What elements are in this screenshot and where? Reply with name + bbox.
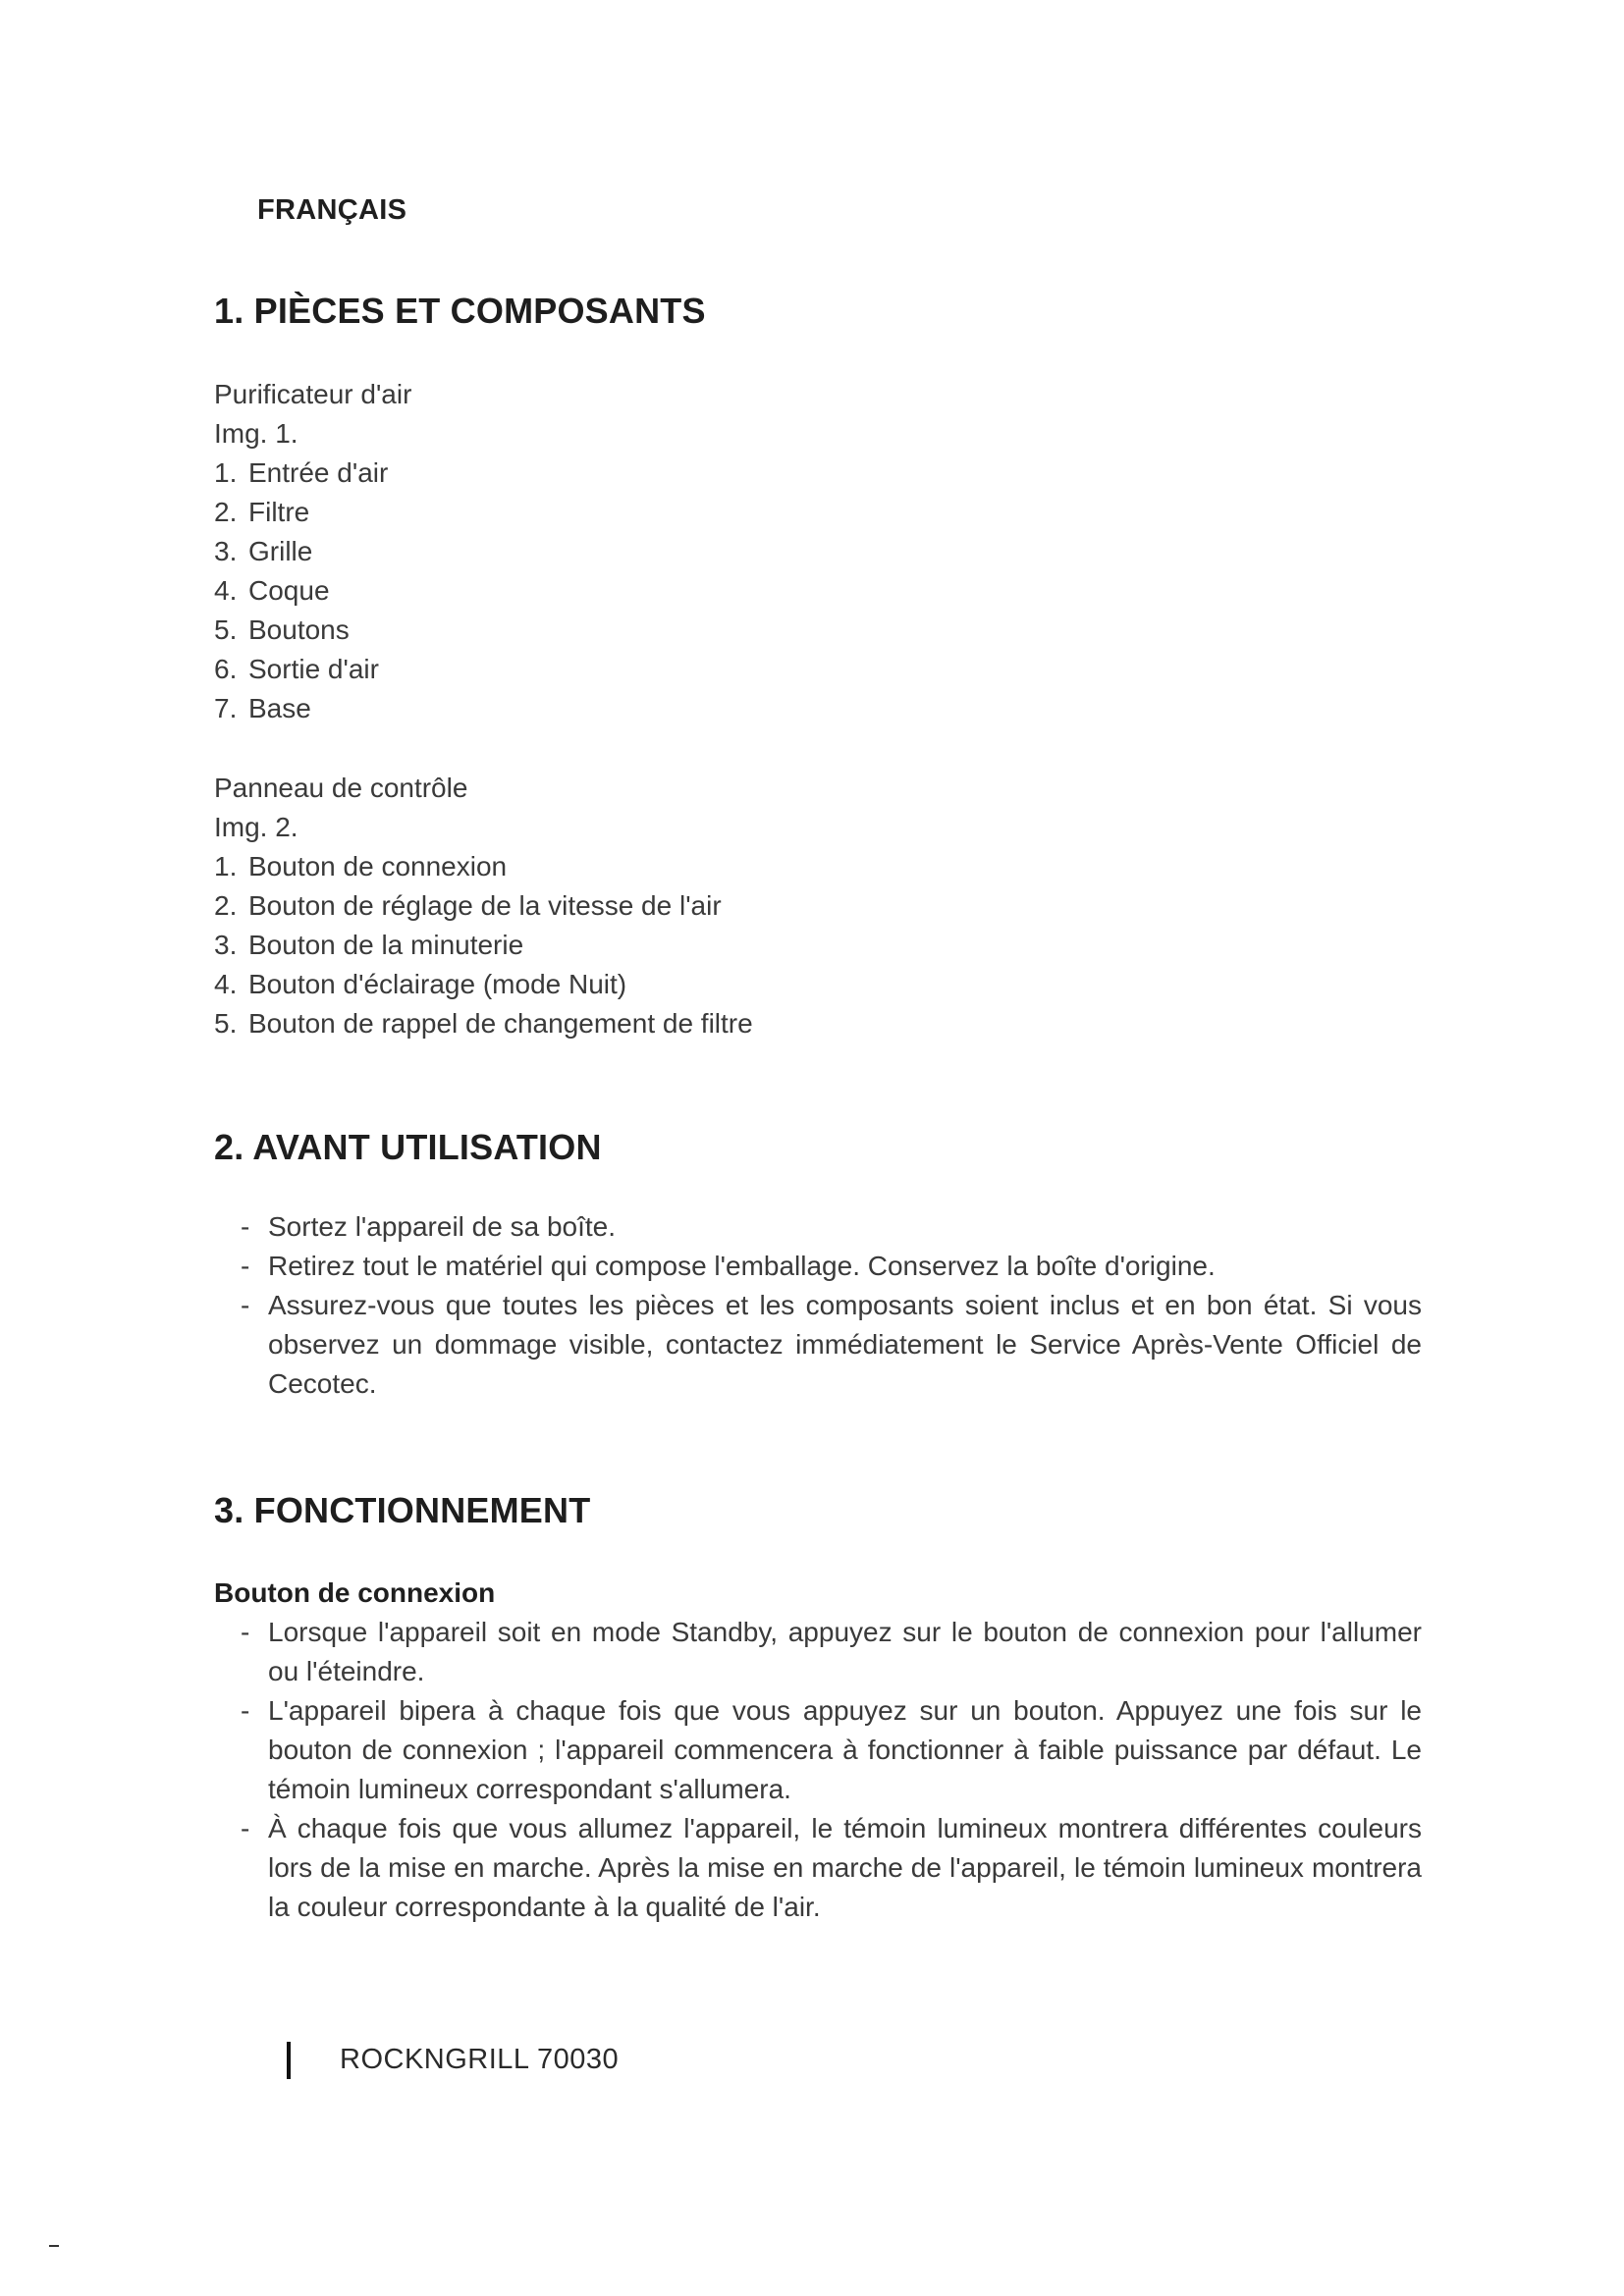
list-item [214, 493, 1422, 532]
group-title: Purificateur d'air [214, 379, 412, 409]
parts-list [214, 454, 1422, 728]
before-use-list [214, 1207, 1422, 1404]
list-item [214, 1004, 1422, 1043]
list-item [214, 1286, 1422, 1404]
list-item [214, 571, 1422, 611]
list-item [214, 454, 1422, 493]
item-number: 3. [214, 930, 238, 960]
list-item [214, 1613, 1422, 1691]
item-label: Grille [248, 536, 313, 566]
item-label: Bouton d'éclairage (mode Nuit) [248, 969, 627, 999]
group-title: Panneau de contrôle [214, 773, 468, 803]
list-item [214, 847, 1422, 886]
parts-group-control-panel [214, 769, 1422, 1043]
image-reference: Img. 1. [214, 418, 298, 449]
list-item [214, 886, 1422, 926]
image-reference: Img. 2. [214, 812, 298, 842]
item-number: 1. [214, 457, 238, 488]
list-item [214, 926, 1422, 965]
item-label: Entrée d'air [248, 457, 389, 488]
parts-group-air-purifier [214, 375, 1422, 728]
section-title-before-use: 2. AVANT UTILISATION [214, 1127, 602, 1167]
item-text: Lorsque l'appareil soit en mode Standby, appuyez sur le bouton de connexion pour l'allumer ou l'éteindre. [268, 1617, 1422, 1686]
instruction-list [214, 1613, 1422, 1927]
list-item [214, 650, 1422, 689]
item-number: 1. [214, 851, 238, 881]
item-number: 6. [214, 654, 238, 684]
footer-model: ROCKNGRILL 70030 [340, 2044, 620, 2075]
item-number: 5. [214, 614, 238, 645]
item-label: Filtre [248, 497, 310, 527]
item-text: Sortez l'appareil de sa boîte. [268, 1211, 617, 1242]
bullet-dash: - [241, 1695, 250, 1726]
parts-list [214, 847, 1422, 1043]
item-label: Boutons [248, 614, 350, 645]
item-label: Bouton de rappel de changement de filtre [248, 1008, 753, 1039]
item-text: À chaque fois que vous allumez l'appareil, le témoin lumineux montrera différentes couleurs lors de la mise en marche. Après la mise en marche de l'appareil, le témoin lumineux montrera la couleur correspondante à la qualité de l'air. [268, 1813, 1422, 1922]
item-text: Retirez tout le matériel qui compose l'emballage. Conservez la boîte d'origine. [268, 1251, 1216, 1281]
subheading-power-button: Bouton de connexion [214, 1577, 496, 1608]
bullet-dash: - [241, 1251, 250, 1281]
section-title-operation: 3. FONCTIONNEMENT [214, 1490, 591, 1530]
list-item [214, 1207, 1422, 1247]
item-text: L'appareil bipera à chaque fois que vous appuyez sur un bouton. Appuyez une fois sur le bouton de connexion ; l'appareil commencera à fonctionner à faible puissance par défaut. Le témoin lumineux correspondant s'allumera. [268, 1695, 1422, 1804]
item-label: Base [248, 693, 311, 723]
page-edge-mark [49, 2245, 59, 2247]
list-item [214, 1691, 1422, 1809]
item-label: Bouton de connexion [248, 851, 508, 881]
bullet-dash: - [241, 1617, 250, 1647]
footer-divider [287, 2042, 291, 2079]
item-number: 3. [214, 536, 238, 566]
bullet-dash: - [241, 1290, 250, 1320]
bullet-dash: - [241, 1813, 250, 1843]
item-number: 7. [214, 693, 238, 723]
list-item [214, 1809, 1422, 1927]
item-label: Coque [248, 575, 330, 606]
list-item [214, 1247, 1422, 1286]
operation-block [214, 1574, 1422, 1927]
section-title-parts: 1. PIÈCES ET COMPOSANTS [214, 291, 706, 331]
item-number: 5. [214, 1008, 238, 1039]
bullet-dash: - [241, 1211, 250, 1242]
item-number: 2. [214, 890, 238, 921]
item-text: Assurez-vous que toutes les pièces et les composants soient inclus et en bon état. Si vous observez un dommage visible, contactez immédiatement le Service Après-Vente Officiel de Cecotec. [268, 1290, 1422, 1399]
item-label: Bouton de réglage de la vitesse de l'air [248, 890, 722, 921]
item-number: 4. [214, 575, 238, 606]
list-item [214, 689, 1422, 728]
item-number: 4. [214, 969, 238, 999]
list-item [214, 611, 1422, 650]
language-label: FRANÇAIS [257, 194, 407, 226]
list-item [214, 532, 1422, 571]
item-label: Sortie d'air [248, 654, 379, 684]
item-number: 2. [214, 497, 238, 527]
instruction-list [214, 1207, 1422, 1404]
item-label: Bouton de la minuterie [248, 930, 524, 960]
list-item [214, 965, 1422, 1004]
